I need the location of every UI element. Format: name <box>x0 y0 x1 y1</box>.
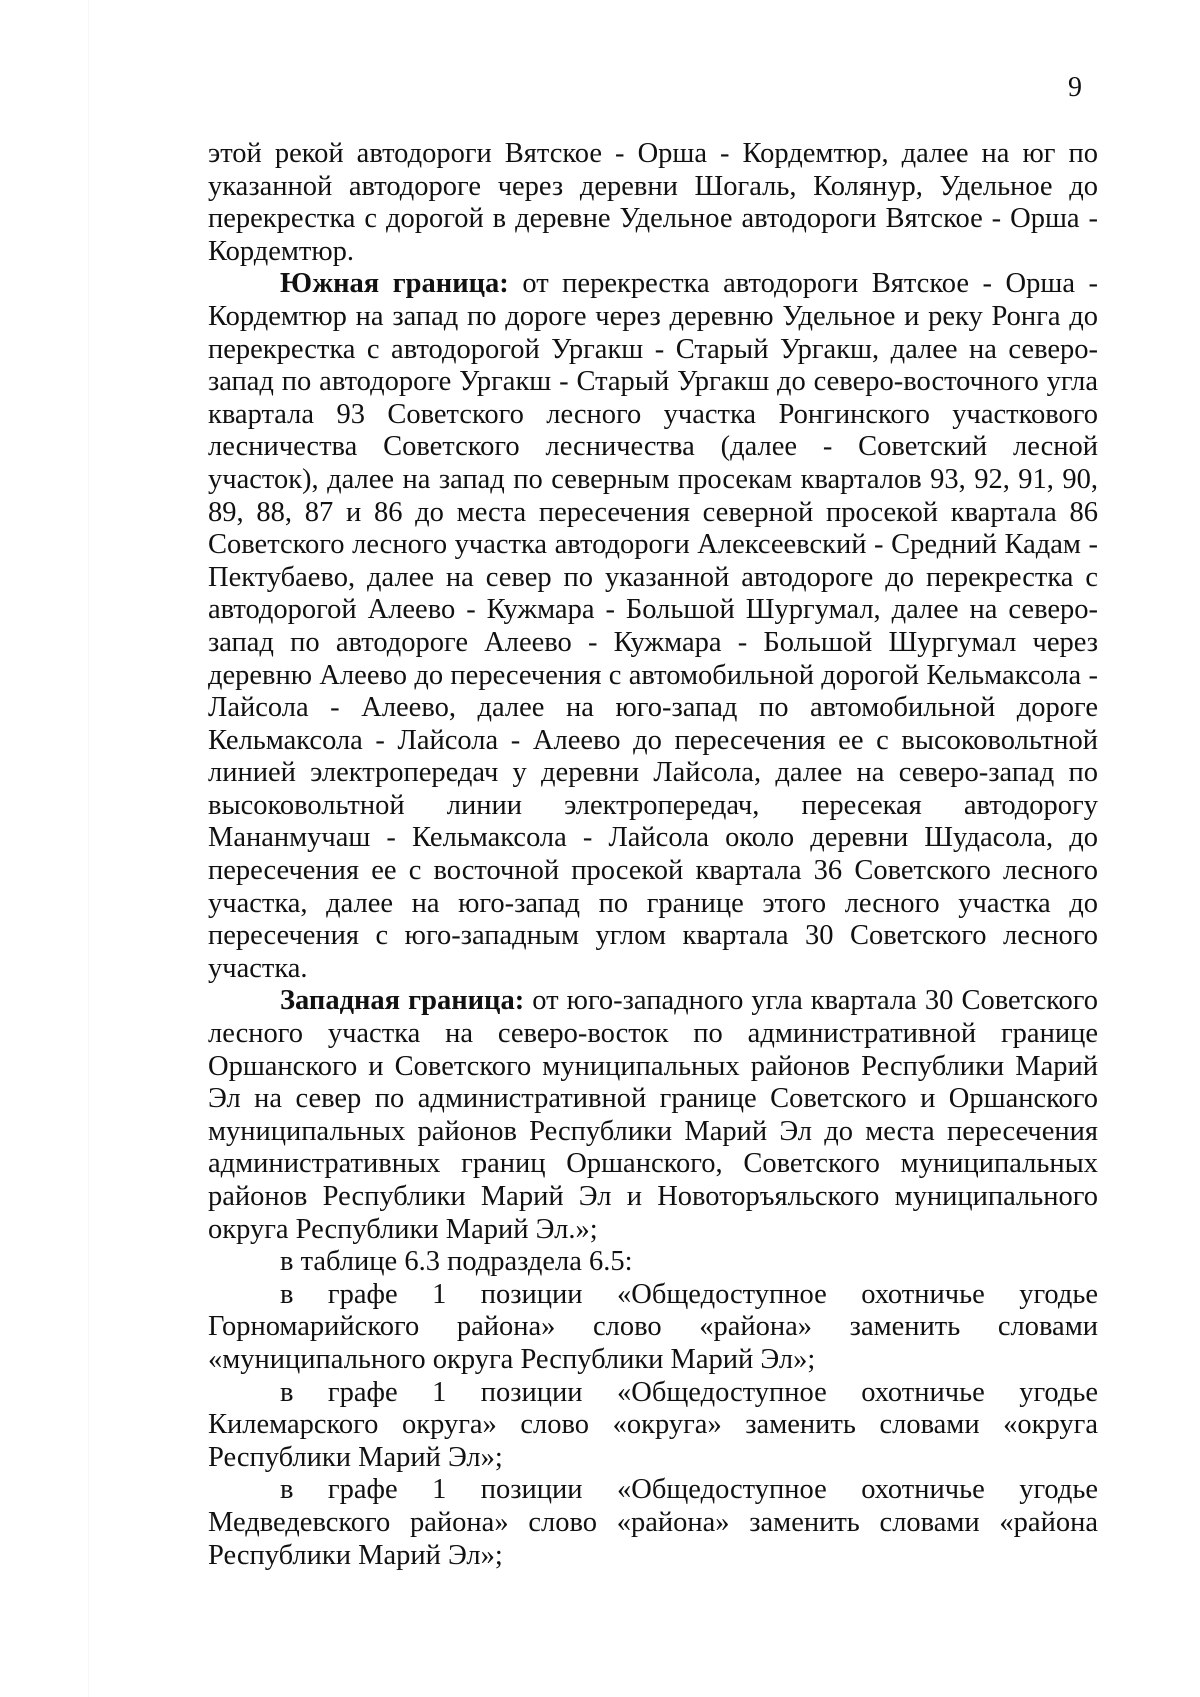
southern-border-text: от перекрестка автодороги Вятское - Орша - Кордемтюр на запад по дороге через деревню Удельное и реку Ронга до перекрестка с автодорогой Ургакш - Старый Ургакш, далее на северо-запад по автодороге Ургакш - Старый Ургакш до северо-восточного угла квартала 93 Советского лесного участка Ронгинского участкового лесничества Советского лесничества (далее - Советский лесной участок), далее на запад по северным просекам кварталов 93, 92, 91, 90, 89, 88, 87 и 86 до места пересечения северной просекой квартала 86 Советского лесного участка автодороги Алексеевский - Средний Кадам - Пектубаево, далее на север по указанной автодороге до перекрестка с автодорогой Алеево - Кужмара - Большой Шургумал, далее на северо-запад по автодороге Алеево - Кужмара - Большой Шургумал через деревню Алеево до пересечения с автомобильной дорогой Кельмаксола - Лайсола - Алеево, далее на юго-запад по автомобильной дороге Кельмаксола - Лайсола - Алеево до пересечения ее с высоковольтной линией электропередач у деревни Лайсола, далее на северо-запад по высоковольтной линии электропередач, пересекая автодорогу Мананмучаш - Кельмаксола - Лайсола около деревни Шудасола, до пересечения ее с восточной просекой квартала 36 Советского лесного участка, далее на юго-запад по границе этого лесного участка до пересечения с юго-западным углом квартала 30 Советского лесного участка. <box>208 268 1098 984</box>
paragraph-table-reference: в таблице 6.3 подраздела 6.5: <box>280 1246 633 1278</box>
document-body <box>208 138 1098 1572</box>
paragraph-amendment-medvedevsky: в графе 1 позиции «Общедоступное охотничье угодье Медведевского района» слово «района» заменить словами «района Республики Марий Эл»; <box>208 1474 1098 1571</box>
paragraph-southern-border <box>208 268 1098 985</box>
page-number: 9 <box>1068 72 1082 103</box>
western-border-text: от юго-западного угла квартала 30 Советского лесного участка на северо-восток по административной границе Оршанского и Советского муниципальных районов Республики Марий Эл на север по административной границе Советского и Оршанского муниципальных районов Республики Марий Эл до места пересечения административных границ Оршанского, Советского муниципальных районов Республики Марий Эл и Новоторъяльского муниципального округа Республики Марий Эл.»; <box>208 985 1098 1245</box>
paragraph-western-border <box>208 985 1098 1246</box>
scan-edge <box>88 0 89 1697</box>
western-border-label: Западная граница: <box>280 985 525 1017</box>
southern-border-label: Южная граница: <box>280 268 509 300</box>
paragraph-continuation: этой рекой автодороги Вятское - Орша - Кордемтюр, далее на юг по указанной автодороге через деревни Шогаль, Колянур, Удельное до перекрестка с дорогой в деревне Удельное автодороги Вятское - Орша - Кордемтюр. <box>208 138 1098 267</box>
paragraph-amendment-gornomariysky: в графе 1 позиции «Общедоступное охотничье угодье Горномарийского района» слово «района» заменить словами «муниципального округа Республики Марий Эл»; <box>208 1278 1098 1375</box>
paragraph-amendment-kilemarsky: в графе 1 позиции «Общедоступное охотничье угодье Килемарского округа» слово «округа» заменить словами «округа Республики Марий Эл»; <box>208 1376 1098 1473</box>
